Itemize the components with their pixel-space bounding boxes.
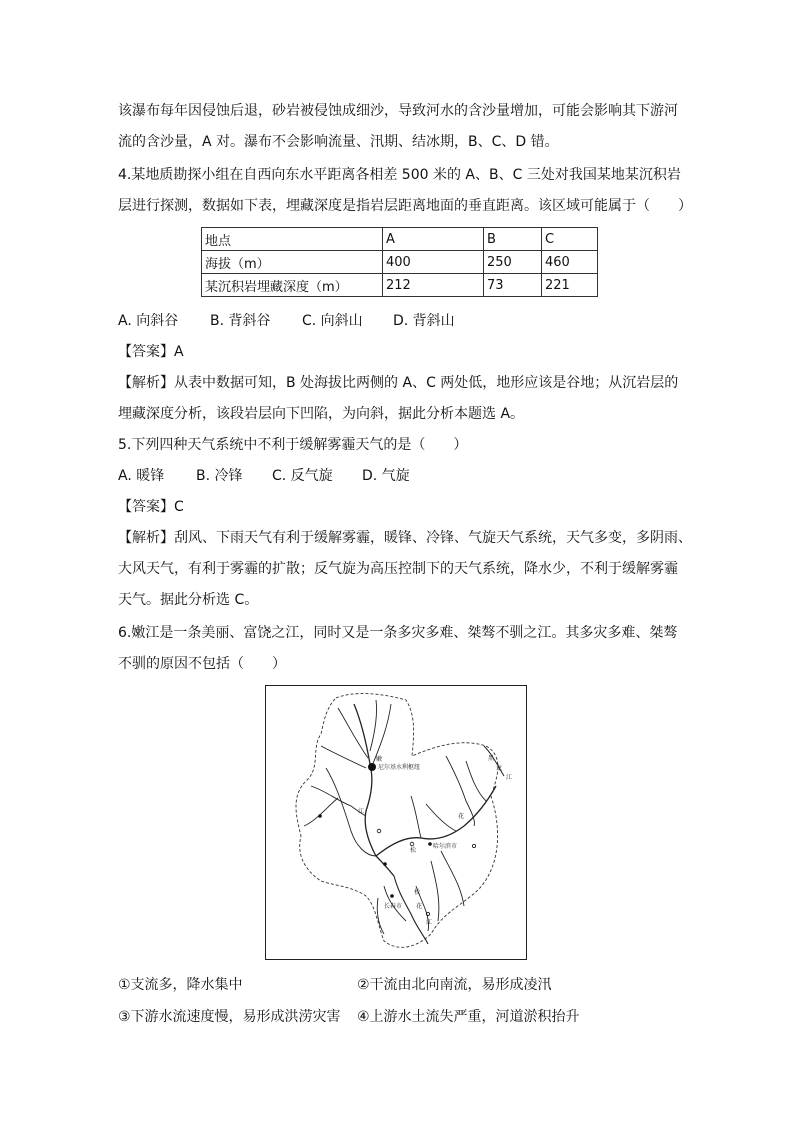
table-cell: 73 — [484, 274, 542, 297]
table-cell: 221 — [542, 274, 598, 297]
answer-label: 【答案】C — [118, 499, 184, 515]
question-4-line-2: 层进行探测，数据如下表，埋藏深度是指岩层距离地面的垂直距离。该区域可能属于（ ） — [118, 198, 692, 214]
table-header-cell: A — [383, 228, 484, 251]
table-cell: 400 — [383, 251, 484, 274]
question-4-line-1: 4.某地质勘探小组在自西向东水平距离各相差 500 米的 A、B、C 三处对我国某地某沉积岩 — [118, 167, 681, 183]
option-c: C. 反气旋 — [272, 468, 333, 484]
town-marker — [377, 829, 381, 833]
table-header-cell: 地点 — [202, 228, 383, 251]
tributary — [370, 700, 377, 751]
map-label-jiang: 江 — [358, 808, 365, 815]
option-d: D. 背斜山 — [393, 313, 455, 329]
tributary — [304, 798, 338, 826]
answer-label: 【答案】A — [118, 344, 184, 360]
option-b: B. 冷锋 — [196, 468, 243, 484]
option-d: D. 气旋 — [362, 468, 410, 484]
tributary — [377, 898, 384, 934]
table-header-cell: B — [484, 228, 542, 251]
table-cell: 460 — [542, 251, 598, 274]
dam-marker — [368, 763, 376, 771]
explanation-line-1: 该瀑布每年因侵蚀后退，砂岩被侵蚀成细沙，导致河水的含沙量增加，可能会影响其下游河 — [118, 103, 678, 119]
table-cell: 250 — [484, 251, 542, 274]
option-1: ①支流多，降水集中 — [118, 977, 243, 993]
table-row — [202, 251, 598, 274]
option-b: B. 背斜谷 — [210, 313, 271, 329]
option-2: ②干流由北向南流，易形成凌汛 — [357, 977, 552, 993]
town-marker — [472, 844, 475, 847]
second-songhua-river — [394, 876, 428, 944]
tributary — [321, 746, 366, 768]
river-map — [265, 685, 527, 960]
tributary — [426, 804, 456, 831]
option-a: A. 向斜谷 — [118, 313, 179, 329]
nenjiang-river — [354, 704, 394, 876]
analysis-line: 埋藏深度分析，该段岩层向下凹陷，为向斜，据此分析本题选 A。 — [118, 406, 525, 422]
map-label-song: 松 — [414, 889, 421, 896]
map-label-changchun: 长春市 — [384, 903, 403, 910]
data-table — [201, 227, 598, 297]
tributary — [411, 796, 421, 838]
town-marker — [410, 842, 414, 846]
river-map-svg — [266, 686, 528, 961]
map-label-dam: 尼尔基水利枢纽 — [378, 764, 421, 771]
map-label-jiang: 江 — [426, 919, 433, 926]
town-marker — [383, 862, 387, 866]
table-row — [202, 274, 598, 297]
option-4: ④上游水土流失严重，河道淤积抬升 — [357, 1009, 580, 1025]
analysis-line: 大风天气，有利于雾霾的扩散；反气旋为高压控制下的天气系统，降水少，不利于缓解雾霾 — [118, 561, 678, 577]
explanation-line-2: 流的含沙量，A 对。瀑布不会影响流量、汛期、结冰期，B、C、D 错。 — [118, 134, 559, 150]
table-cell: 212 — [383, 274, 484, 297]
question-6-line-2: 不驯的原因不包括（ ） — [118, 656, 286, 672]
town-marker — [318, 814, 322, 818]
analysis-line: 【解析】从表中数据可知，B 处海拔比两侧的 A、C 两处低，地形应该是谷地；从沉岩层的 — [118, 375, 679, 391]
map-label-hua: 花 — [416, 903, 423, 910]
map-label-nen: 嫩 — [376, 756, 383, 763]
harbin-marker — [428, 842, 432, 846]
analysis-line: 【解析】刮风、下雨天气有利于缓解雾霾，暖锋、冷锋、气旋天气系统，天气多变，多阴雨、 — [118, 530, 692, 546]
map-label-hei: 黑 — [488, 755, 495, 762]
map-label-song: 松 — [410, 847, 417, 854]
changchun-marker — [390, 894, 394, 898]
tributary — [466, 761, 486, 801]
tributary — [326, 768, 376, 856]
map-label-hua: 花 — [458, 813, 465, 820]
question-6-line-1: 6.嫩江是一条美丽、富饶之江，同时又是一条多灾多难、桀骜不驯之江。其多灾多难、桀骜 — [118, 625, 678, 641]
tributary — [441, 851, 464, 906]
option-3: ③下游水流速度慢，易形成洪涝灾害 — [118, 1009, 341, 1025]
table-row — [202, 228, 598, 251]
tributary — [431, 861, 439, 921]
table-header-cell: C — [542, 228, 598, 251]
map-label-harbin: 哈尔滨市 — [433, 843, 458, 850]
analysis-line: 天气。据此分析选 C。 — [118, 592, 259, 608]
table-cell: 某沉积岩埋藏深度（m） — [202, 274, 383, 297]
question-5: 5.下列四种天气系统中不利于缓解雾霾天气的是（ ） — [118, 437, 468, 453]
option-c: C. 向斜山 — [302, 313, 363, 329]
map-label-long: 龙 — [496, 765, 503, 772]
option-a: A. 暖锋 — [118, 468, 165, 484]
map-label-jiang: 江 — [506, 774, 513, 781]
table-cell: 海拔（m） — [202, 251, 383, 274]
